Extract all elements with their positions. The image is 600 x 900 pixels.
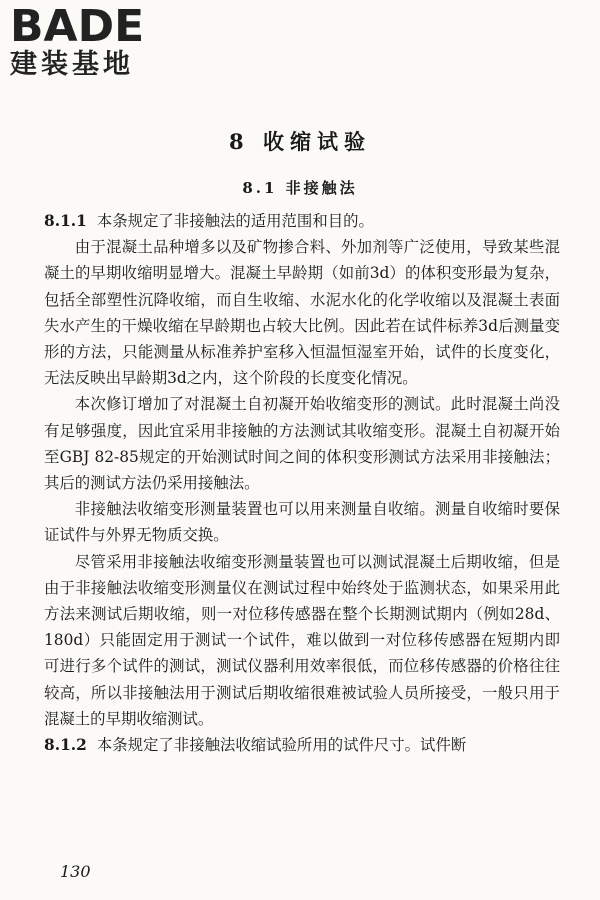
body-text [44,208,560,758]
paragraph: 尽管采用非接触法收缩变形测量装置也可以测试混凝土后期收缩，但是由于非接触法收缩变形测量仪在测试过程中始终处于监测状态，如果采用此方法来测试后期收缩，则一对位移传感器在整个长期测试期内（例如28d、180d）只能固定用于测试一个试件，难以做到一对位移传感器在短期内即可进行多个试件的测试，测试仪器利用效率很低，而位移传感器的价格往往较高，所以非接触法用于测试后期收缩很难被试验人员所接受，一般只用于混凝土的早期收缩测试。 [44,552,560,728]
page-number: 130 [60,862,91,881]
paragraph: 本次修订增加了对混凝土自初凝开始收缩变形的测试。此时混凝土尚没有足够强度，因此宜采用非接触的方法测试其收缩变形。混凝土自初凝开始至GBJ 82-85规定的开始测试时间之间的体积变形测试方法采用非接触法；其后的测试方法仍采用接触法。 [44,395,560,493]
logo-subtitle: 建装基地 [10,49,134,80]
paragraph: 由于混凝土品种增多以及矿物掺合料、外加剂等广泛使用，导致某些混凝土的早期收缩明显增大。混凝土早龄期（如前3d）的体积变形最为复杂，包括全部塑性沉降收缩，而自生收缩、水泥水化的化学收缩以及混凝土表面失水产生的干燥收缩在早龄期也占较大比例。因此若在试件标养3d后测量变形的方法，只能测量从标准养护室移入恒温恒湿室开始，试件的长度变化，无法反映出早龄期3d之内，这个阶段的长度变化情况。 [44,238,560,388]
chapter-title: 8 收缩试验 [229,129,371,154]
paragraph: 非接触法收缩变形测量装置也可以用来测量自收缩。测量自收缩时要保证试件与外界无物质交换。 [44,500,560,545]
clause-paragraph [44,208,560,234]
section-title: 8.1 非接触法 [242,179,358,197]
bade-logo [10,1,145,80]
logo-word: BADE [10,1,145,52]
clause-number: 8.1.2 [44,736,87,755]
paragraph-text: 本条规定了非接触法的适用范围和目的。 [96,212,374,230]
clause-number: 8.1.1 [44,212,87,230]
clause-paragraph [44,732,560,758]
paragraph-text: 本条规定了非接触法收缩试验所用的试件尺寸。试件断 [96,736,467,755]
